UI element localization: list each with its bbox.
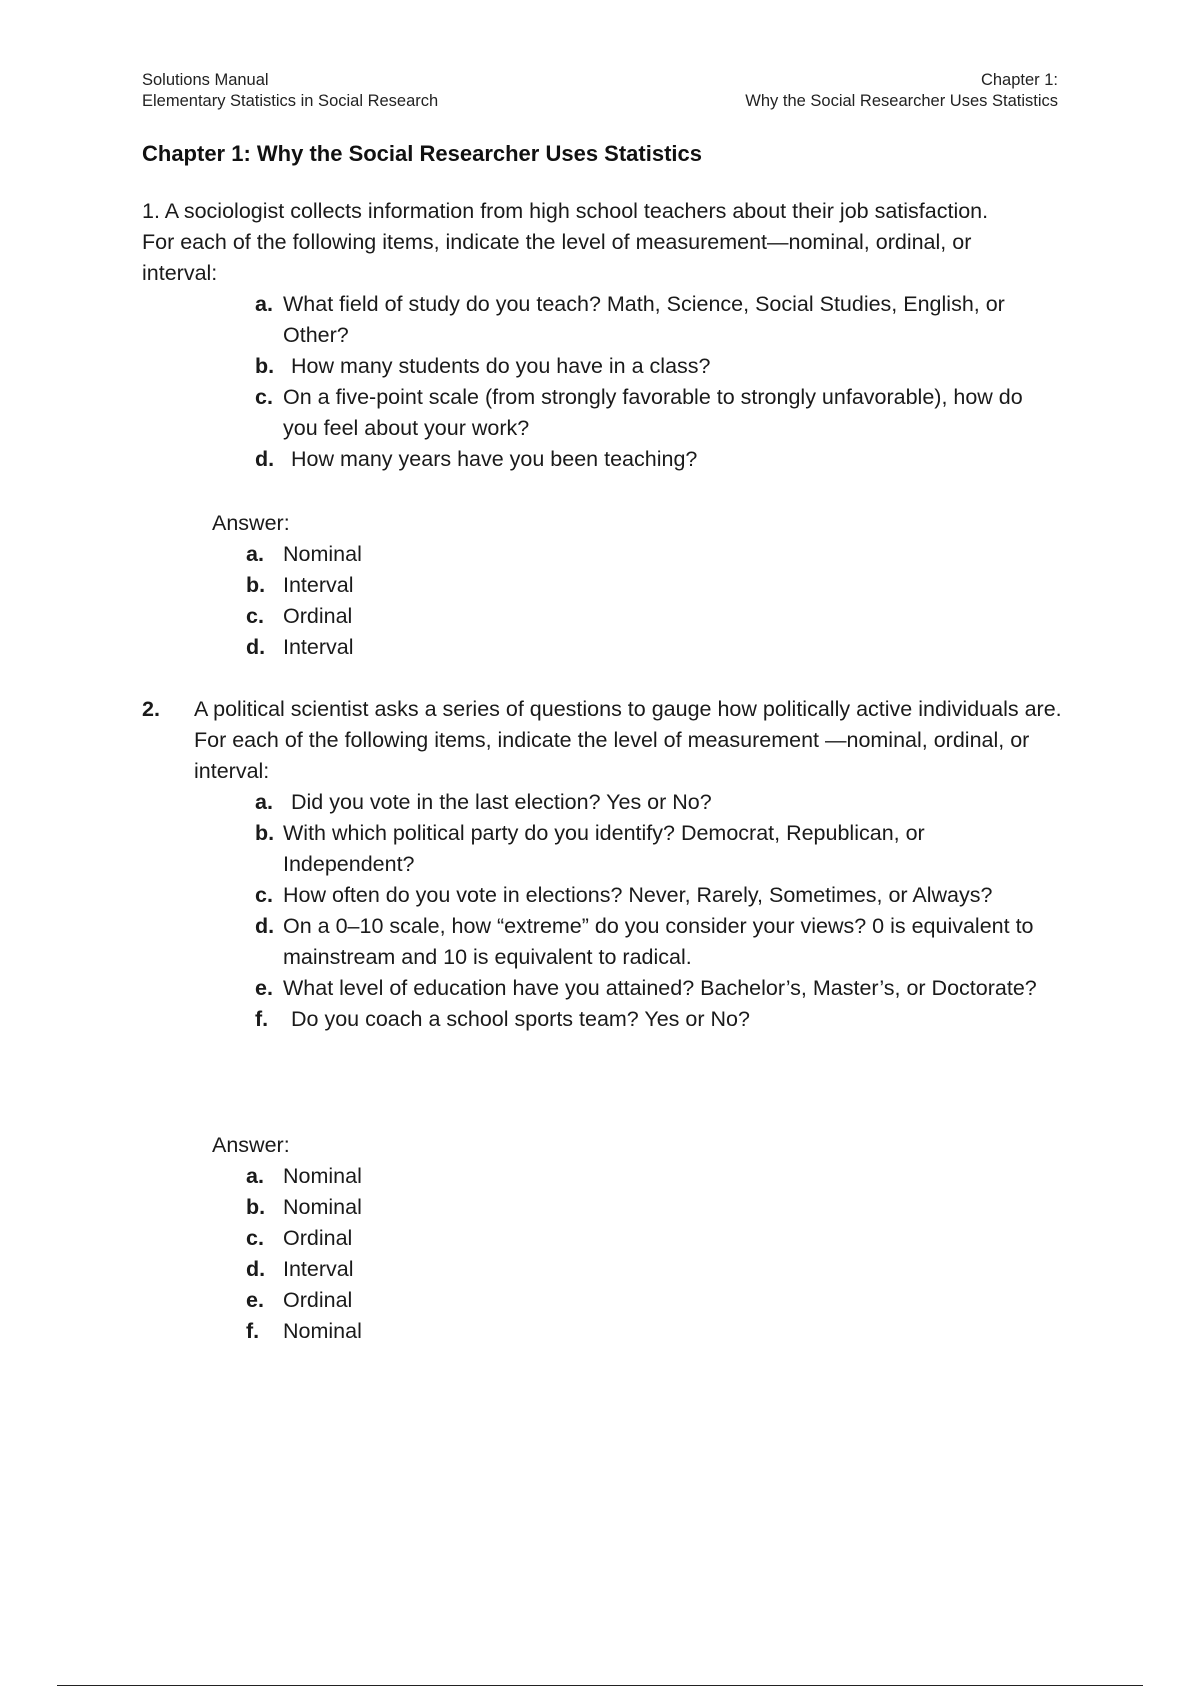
item-label: a.: [255, 790, 273, 814]
answer-label: e.: [246, 1288, 264, 1312]
item-label: a.: [255, 292, 273, 316]
question-1-items: [255, 289, 1055, 475]
item-label: b.: [255, 821, 275, 845]
question-2-answer-label: Answer:: [212, 1133, 290, 1157]
answer-text: Interval: [283, 573, 354, 597]
question-2-items: [255, 787, 1045, 1035]
answer-text: Nominal: [283, 1319, 362, 1343]
list-item: [246, 632, 362, 663]
answer-text: Nominal: [283, 1195, 362, 1219]
list-item: [246, 1316, 362, 1347]
list-item: [255, 351, 1055, 382]
list-item: [255, 818, 1045, 880]
list-item: [246, 1161, 362, 1192]
item-label: d.: [255, 914, 275, 938]
answer-label: f.: [246, 1319, 260, 1343]
item-text: What field of study do you teach? Math, Science, Social Studies, English, or Other?: [283, 292, 1005, 347]
question-2-number: 2.: [142, 697, 160, 721]
item-text: How many students do you have in a class?: [291, 354, 711, 378]
item-text: How often do you vote in elections? Never, Rarely, Sometimes, or Always?: [283, 883, 993, 907]
item-label: c.: [255, 385, 273, 409]
page-title: Chapter 1: Why the Social Researcher Uses Statistics: [142, 141, 702, 166]
header-chapter-number: Chapter 1:: [980, 71, 1058, 89]
header-left: [142, 70, 438, 112]
list-item: [246, 570, 362, 601]
list-item: [246, 1254, 362, 1285]
question-2-answers: [246, 1161, 362, 1347]
answer-text: Interval: [283, 635, 354, 659]
header-manual-title: Solutions Manual: [142, 71, 269, 89]
item-label: b.: [255, 354, 275, 378]
item-label: c.: [255, 883, 273, 907]
item-text: Do you coach a school sports team? Yes or No?: [291, 1007, 750, 1031]
list-item: [246, 1192, 362, 1223]
list-item: [255, 1004, 1045, 1035]
item-text: How many years have you been teaching?: [291, 447, 698, 471]
question-1-answers: [246, 539, 362, 663]
header-chapter-title: Why the Social Researcher Uses Statistics: [745, 92, 1058, 110]
item-text: On a 0–10 scale, how “extreme” do you consider your views? 0 is equivalent to mainstream and 10 is equivalent to radical.: [283, 914, 1034, 969]
answer-label: a.: [246, 542, 264, 566]
answer-label: d.: [246, 635, 266, 659]
list-item: [255, 973, 1045, 1004]
item-label: e.: [255, 976, 273, 1000]
item-label: f.: [255, 1007, 269, 1031]
list-item: [255, 880, 1045, 911]
page-header: [142, 70, 1058, 114]
answer-label: b.: [246, 1195, 266, 1219]
list-item: [246, 539, 362, 570]
header-right: [745, 70, 1058, 112]
answer-label: c.: [246, 1226, 264, 1250]
answer-text: Ordinal: [283, 1226, 353, 1250]
list-item: [255, 911, 1045, 973]
item-text: What level of education have you attained? Bachelor’s, Master’s, or Doctorate?: [283, 976, 1037, 1000]
item-label: d.: [255, 447, 275, 471]
list-item: [255, 382, 1055, 444]
answer-text: Ordinal: [283, 1288, 353, 1312]
answer-text: Interval: [283, 1257, 354, 1281]
list-item: [246, 1285, 362, 1316]
answer-text: Nominal: [283, 1164, 362, 1188]
answer-text: Ordinal: [283, 604, 353, 628]
list-item: [255, 289, 1055, 351]
answer-text: Nominal: [283, 542, 362, 566]
question-1-text: 1. A sociologist collects information from high school teachers about their job satisfaction. For each of the following items, indicate the level of measurement—nominal, ordinal, or interval:: [142, 199, 989, 285]
answer-label: a.: [246, 1164, 264, 1188]
answer-label: b.: [246, 573, 266, 597]
footer-divider: [57, 1685, 1143, 1686]
list-item: [246, 601, 362, 632]
item-text: On a five-point scale (from strongly favorable to strongly unfavorable), how do you feel about your work?: [283, 385, 1023, 440]
list-item: [246, 1223, 362, 1254]
list-item: [255, 787, 1045, 818]
item-text: With which political party do you identify? Democrat, Republican, or Independent?: [283, 821, 925, 876]
header-book-title: Elementary Statistics in Social Research: [142, 92, 439, 110]
answer-label: c.: [246, 604, 264, 628]
item-text: Did you vote in the last election? Yes or No?: [291, 790, 712, 814]
question-2-text: A political scientist asks a series of questions to gauge how politically active individuals are. For each of the following items, indicate the level of measurement —nominal, ordinal, or interval:: [194, 697, 1062, 783]
answer-label: d.: [246, 1257, 266, 1281]
question-1-answer-label: Answer:: [212, 511, 290, 535]
list-item: [255, 444, 1055, 475]
